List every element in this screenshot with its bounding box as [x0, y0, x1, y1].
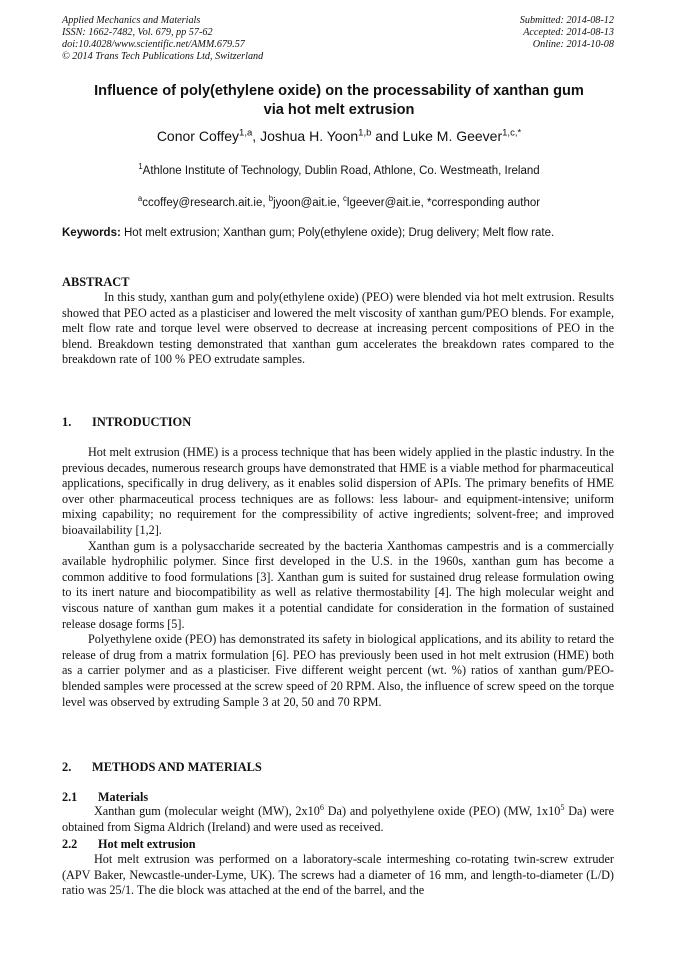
- email-b: jyoon@ait.ie,: [273, 197, 343, 209]
- subsection-number: 2.1: [62, 790, 78, 804]
- author-3-affil: 1,c,*: [502, 127, 522, 139]
- intro-paragraph-1: Hot melt extrusion (HME) is a process technique that has been widely applied in the plastic industry. In the previous decades, numerous research groups have demonstrated that HME is a viable method for pharmaceutical applications, specifically in drug delivery, as it enables solid dispersion of APIs. The primary benefits of HME over other pharmaceutical process techniques are as follows: less labour- and equipment-intensive; uniform mixing capability; no requirement for the compressibility of active ingredients; solvent-free; and improved bioavailability [1,2].: [62, 445, 614, 537]
- keywords-label: Keywords:: [62, 227, 121, 239]
- copyright-line: © 2014 Trans Tech Publications Ltd, Switzerland: [62, 51, 264, 62]
- author-list: [40, 128, 638, 144]
- author-separator: and: [371, 128, 403, 144]
- abstract-text: In this study, xanthan gum and poly(ethylene oxide) (PEO) were blended via hot melt extrusion. Results showed that PEO acted as a plasticiser and lowered the melt viscosity of xanthan gum/PEO blends. For example, melt flow rate and torque level were observed to decrease at increasing percent compositions of PEO in the blend. Breakdown testing demonstrated that xanthan gum accelerates the breakdown rates compared to the breakdown rate of 100 % PEO extrudate samples.: [62, 290, 614, 367]
- hme-body: [62, 852, 614, 899]
- hme-text: Hot melt extrusion was performed on a laboratory-scale intermeshing co-rotating twin-screw extruder (APV Baker, Newcastle-under-Lyme, UK). The screws had a diameter of 16 mm, and length-to-diameter (L/D) ratio was 25/1. The die block was attached at the end of the barrel, and the: [62, 852, 614, 898]
- materials-text-part: Xanthan gum (molecular weight (MW), 2x10: [94, 804, 320, 818]
- author-1: Conor Coffey: [156, 128, 240, 144]
- doi-line: doi:10.4028/www.scientific.net/AMM.679.57: [62, 39, 245, 50]
- abstract-body: [62, 290, 614, 368]
- author-1-affil: 1,a: [239, 127, 253, 139]
- materials-subheading: [62, 790, 148, 805]
- affiliation: [40, 162, 638, 177]
- section-number: 1.: [62, 415, 72, 429]
- subsection-number: 2.2: [62, 837, 78, 851]
- exponent: 5: [560, 802, 565, 812]
- intro-paragraph-2: Xanthan gum is a polysaccharide secreated by the bacteria Xanthomas campestris and is a commercially available hydrophilic polymer. Since first developed in the U.S. in the 1960s, xanthan gum has become a common additive to food formulations [3]. Xanthan gum is suited for sustained drug release formulation owing to its inert nature and biocompatibility as well as relative thermostability [4]. The high molecular weight and viscous nature of xanthan gum makes it a potential candidate for consideration in the formation of sustained release dosage forms [5].: [62, 538, 614, 631]
- email-c: lgeever@ait.ie, *corresponding author: [346, 197, 541, 209]
- introduction-body: [62, 445, 614, 710]
- email-marker-a: a: [137, 194, 143, 204]
- section-number: 2.: [62, 760, 72, 774]
- journal-header-left: [62, 15, 263, 63]
- author-2: Joshua H. Yoon: [260, 128, 359, 144]
- section-title: INTRODUCTION: [92, 415, 192, 429]
- email-marker-b: b: [268, 194, 274, 204]
- journal-header-right: [520, 15, 614, 51]
- keywords-text: Hot melt extrusion; Xanthan gum; Poly(ethylene oxide); Drug delivery; Melt flow rate.: [120, 227, 555, 239]
- affiliation-text: Athlone Institute of Technology, Dublin Road, Athlone, Co. Westmeath, Ireland: [142, 165, 540, 177]
- abstract-heading: ABSTRACT: [62, 275, 130, 289]
- subsection-title: Hot melt extrusion: [98, 837, 196, 851]
- submitted-date: Submitted: 2014-08-12: [519, 15, 614, 26]
- author-3: Luke M. Geever: [402, 128, 503, 144]
- introduction-heading: [62, 415, 191, 430]
- hme-subheading: [62, 837, 195, 852]
- materials-text: [62, 804, 614, 835]
- accepted-date: Accepted: 2014-08-13: [523, 27, 614, 38]
- materials-text-part: Da) were obtained from Sigma Aldrich (Ireland) and were used as received.: [62, 804, 615, 834]
- title-line-2: via hot melt extrusion: [263, 102, 415, 118]
- author-separator: ,: [252, 128, 261, 144]
- title-line-1: Influence of poly(ethylene oxide) on the processability of xanthan gum: [94, 83, 584, 99]
- author-2-affil: 1,b: [358, 127, 372, 139]
- subsection-title: Materials: [98, 790, 149, 804]
- online-date: Online: 2014-10-08: [532, 39, 614, 50]
- exponent: 6: [319, 802, 324, 812]
- issn-line: ISSN: 1662-7482, Vol. 679, pp 57-62: [62, 27, 213, 38]
- section-title: METHODS AND MATERIALS: [92, 760, 262, 774]
- email-marker-c: c: [342, 194, 347, 204]
- intro-paragraph-3: Polyethylene oxide (PEO) has demonstrated its safety in biological applications, and its ability to retard the release of drug from a matrix formulation [6]. PEO has previously been used in hot melt extrusion (HME) both as a carrier polymer and as a plasticiser. Five different weight percent (wt. %) ratios of xanthan gum/PEO-blended samples were processed at the screw speed of 20 RPM. Also, the influence of screw speed on the torque level was observed by extruding Sample 3 at 20, 50 and 70 RPM.: [62, 632, 614, 709]
- journal-name: Applied Mechanics and Materials: [62, 15, 201, 26]
- email-a: ccoffey@research.ait.ie,: [142, 197, 269, 209]
- materials-body: [62, 804, 614, 835]
- methods-heading: [62, 760, 262, 775]
- author-emails: [40, 194, 638, 209]
- paper-title: [40, 82, 638, 120]
- keywords: [62, 227, 622, 239]
- materials-text-part: Da) and polyethylene oxide (PEO) (MW, 1x10: [323, 804, 561, 818]
- affiliation-marker: 1: [138, 162, 143, 172]
